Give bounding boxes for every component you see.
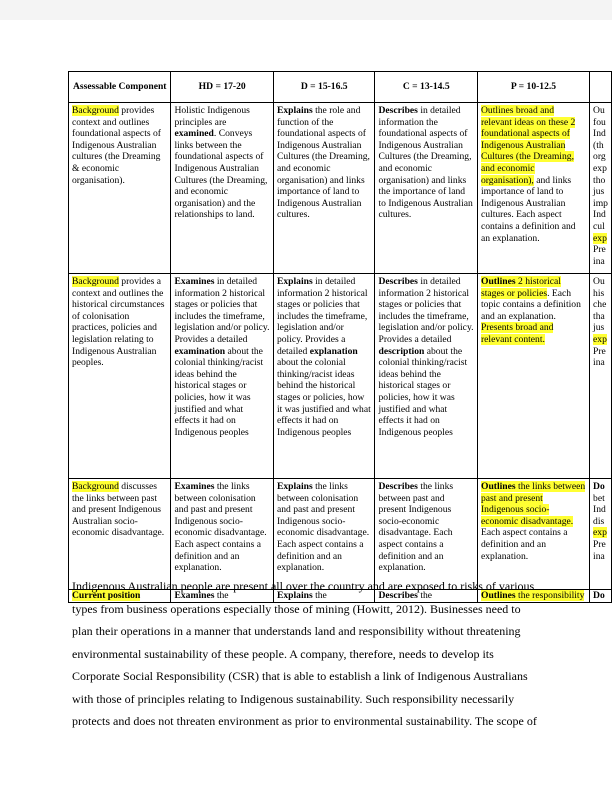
body-paragraph [72,575,552,733]
body-line: environmental sustainability of these people. A company, therefore, needs to develop its [72,646,494,661]
c-cell: Describes in detailed information the foundational aspects of Indigenous Australian Cultures (the Dreaming, and economic organisation) and links the importance of land to Indigenous Australian cultures. [375,103,478,274]
c-cell: Describes the links between past and present Indigenous socio-economic disadvantage. Each aspect contains a definition and an explanation. [375,479,478,590]
header-d: D = 15-16.5 [273,72,375,103]
marking-rubric-table [68,71,612,603]
clipped-cell: Ou fou Ind (th org exp tho jus imp Ind cul exp Pre ina [590,103,612,274]
table-row [69,274,612,479]
component-cell: Current position [69,590,171,603]
body-line: with those of principles relating to Indigenous sustainability. Such responsibility necessarily [72,691,515,706]
clipped-cell: Do bet Ind dis exp Pre ina [590,479,612,590]
table-row [69,103,612,274]
body-line: Corporate Social Responsibility (CSR) that is able to establish a link of Indigenous Australians [72,669,528,683]
header-clipped [590,72,612,103]
hd-cell: Examines the [171,590,274,603]
page-top-gap [0,0,612,20]
component-cell: Background discusses the links between past and present Indigenous Australian socio-economic disadvantage. [69,479,171,590]
p-cell: Outlines broad and relevant ideas on these 2 foundational aspects of Indigenous Australian Cultures (the Dreaming, and economic organisation), and links importance of land to Indigenous Australian cultures. Each aspect contains a definition and an explanation. [477,103,589,274]
p-cell: Outlines 2 historical stages or policies. Each topic contains a definition and an explanation. Presents broad and relevant content. [477,274,589,479]
c-cell: Describes the [375,590,478,603]
body-line: protects and does not threaten environment as prior to environmental sustainability. The scope of [72,714,537,728]
c-cell: Describes in detailed information 2 historical stages or policies that includes the timeframe, legislation and/or policy. Provides a detailed description about the colonial thinking/racist ideas behind the historical stages or policies, how it was justified and what effects it had on Indigenous peoples [375,274,478,479]
header-hd: HD = 17-20 [171,72,274,103]
header-assessable-component: Assessable Component [69,72,171,103]
d-cell: Explains the [273,590,375,603]
body-line: types from business operations especially those of mining (Howitt, 2012). Businesses need to [72,601,521,616]
hd-cell: Examines in detailed information 2 historical stages or policies that includes the timeframe, legislation and/or policy. Provides a detailed examination about the colonial thinking/racist ideas behind the historical stages or policies, how it was justified and what effects it had on Indigenous peoples [171,274,274,479]
body-line: Indigenous Australian people are present all over the country and are exposed to risks of various [72,579,535,593]
hd-cell: Holistic Indigenous principles are examined. Conveys links between the foundational aspects of Indigenous Australian Cultures (the Dreaming, and economic organisation) and the relationships to land. [171,103,274,274]
d-cell: Explains the role and function of the foundational aspects of Indigenous Australian Cultures (the Dreaming, and economic organisation) and links importance of land to Indigenous Australian cultures. [273,103,375,274]
header-c: C = 13-14.5 [375,72,478,103]
component-cell: Background provides a context and outlines the historical circumstances of colonisation practices, policies and legislation relating to Indigenous Australian peoples. [69,274,171,479]
hd-cell: Examines the links between colonisation and past and present Indigenous socio-economic disadvantage. Each aspect contains a definition and an explanation. [171,479,274,590]
component-cell: Background provides context and outlines foundational aspects of Indigenous Australian cultures (the Dreaming & economic organisation). [69,103,171,274]
body-line: plan their operations in a manner that understands land and responsibility without threatening [72,624,521,638]
header-p: P = 10-12.5 [477,72,589,103]
header-row [69,72,612,103]
clipped-cell: Ou his che tha jus exp Pre ina [590,274,612,479]
table-row [69,479,612,590]
d-cell: Explains in detailed information 2 historical stages or policies that includes the timeframe, legislation and/or policy. Provides a detailed explanation about the colonial thinking/racist ideas behind the historical stages or policies, how it was justified and what effects it had on Indigenous peoples [273,274,375,479]
clipped-cell: Do [590,590,612,603]
p-cell: Outlines the links between past and present Indigenous socio-economic disadvantage. Each aspect contains a definition and an explanation. [477,479,589,590]
d-cell: Explains the links between colonisation and past and present Indigenous socio-economic disadvantage. Each aspect contains a definition and an explanation. [273,479,375,590]
p-cell: Outlines the responsibility [477,590,589,603]
